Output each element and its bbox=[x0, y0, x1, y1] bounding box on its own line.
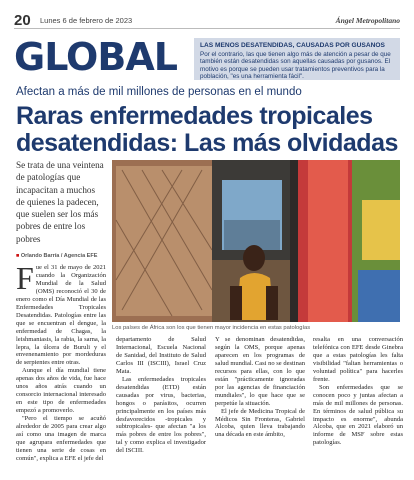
body-paragraph: Y se denominan desatendidas, según la OMS, porque apenas aparecen en los programas de salud mundial. Casi no se destinan recursos para ellas, con lo que están "prácticamente ignoradas por las agencias de financiación mundiales", lo que hace que se perpetúe la situación. bbox=[215, 336, 305, 407]
article-deck: Se trata de una veintena de patologías que incapacitan a muchos de quienes la padecen, que suelen ser los más pobres de entre los pobres bbox=[16, 160, 104, 244]
teaser-body: Por el contrario, las que tienen algo más de atención a pesar de que también están desatendidas son aquellas causadas por gusanos. El motivo es porque se pueden usar tratamientos preventivos para la población, "es una herramienta fácil". bbox=[200, 51, 391, 81]
body-paragraph: Las enfermedades tropicales desatendidas (ETD) están causadas por virus, bacterias, hongos o parásitos, ocurren principalmente en los países más desfavorecidos -tropicales y subtropicales- que afectan "a los más pobres de entre los pobres", tal y como explica el investigador del ISCIII. bbox=[116, 375, 206, 455]
body-paragraph: El jefe de Medicina Tropical de Médicos Sin Fronteras, Gabriel Alcoba, quien lleva trabajando una década en este ámbito, bbox=[215, 407, 305, 439]
article-byline: ■ Orlando Barría / Agencia EFE bbox=[16, 253, 97, 259]
article-photo bbox=[112, 160, 400, 322]
article-kicker: Afectan a más de mil millones de personas en el mundo bbox=[16, 86, 302, 98]
teaser-title: LAS MENOS DESATENDIDAS, CAUSADAS POR GUSANOS bbox=[200, 42, 385, 49]
body-column-4 bbox=[313, 336, 403, 447]
page-number: 20 bbox=[14, 12, 31, 29]
body-paragraph: Son enfermedades que se conocen poco y juntas afectan a más de mil millones de personas. En términos de salud pública su impacto es enorme", abunda Alcoba, que en 2021 elaboró un informe de MSF sobre estas patologías. bbox=[313, 383, 403, 447]
section-title: GLOBAL bbox=[14, 35, 177, 79]
body-column-2 bbox=[116, 336, 206, 455]
photo-caption: Los países de África son los que tienen mayor incidencia en estas patologías bbox=[112, 325, 311, 331]
body-column-3 bbox=[215, 336, 305, 439]
photo-illustration bbox=[112, 160, 400, 322]
body-paragraph: Fue el 31 de mayo de 2021 cuando la Organización Mundial de la Salud (OMS) reconoció el 30 de enero como el Día Mundial de las Enfermedades Tropicales Desatendidas. Patologías entre las que se encuentran el dengue, la enfermedad de Chagas, la leishmaniasis, la rabia, la sarna, la lepra, la úlcera de Buruli y el envenenamiento por mordeduras de serpientes entre otras. bbox=[16, 260, 106, 367]
body-paragraph: "Pero el tiempo se acuñó alrededor de 2005 para crear algo así como una imagen de marca que agrupara enfermedades que tienen una serie de cosas en común", explica a EFE el jefe del bbox=[16, 415, 106, 462]
publication-name: Ángel Metropolitano bbox=[335, 16, 400, 25]
body-paragraph: resalta en una conversación telefónica con EFE desde Ginebra que a estas patologías les falta visibilidad "faltan herramientas o voluntad política" para hacerles frente. bbox=[313, 336, 403, 383]
body-paragraph: Aunque el día mundial tiene apenas dos años de vida, fue hace unos años atrás cuando un consorcio internacional interesado en este tipo de enfermedades empezó a promoverlo. bbox=[16, 367, 106, 415]
drop-cap: F bbox=[16, 260, 34, 296]
body-column-1 bbox=[16, 260, 106, 463]
body-paragraph: departamento de Salud Internacional, Escuela Nacional de Sanidad, del Instituto de Salud Carlos III (ISCIII), Israel Cruz Mata. bbox=[116, 336, 206, 375]
page-header bbox=[14, 12, 400, 29]
article-headline: Raras enfermedades tropicales desatendidas: Las más olvidadas bbox=[16, 102, 398, 157]
teaser-box bbox=[194, 38, 400, 80]
publication-date: Lunes 6 de febrero de 2023 bbox=[40, 16, 133, 25]
